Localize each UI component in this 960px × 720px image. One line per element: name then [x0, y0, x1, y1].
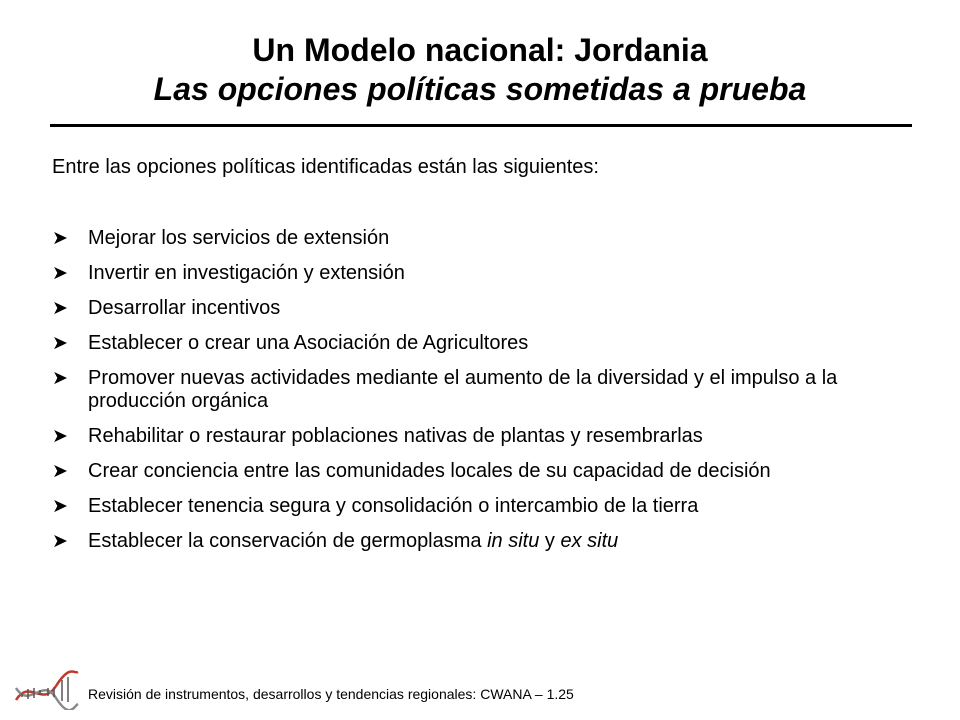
list-item — [52, 297, 882, 320]
list-item — [52, 332, 882, 355]
list-item-text: Promover nuevas actividades mediante el aumento de la diversidad y el impulso a la producción orgánica — [88, 367, 838, 412]
italic-term-ex-situ: ex situ — [560, 530, 619, 552]
arrowhead-bullet-icon: ➤ — [52, 461, 68, 482]
list-item — [52, 367, 882, 413]
footer-text: Revisión de instrumentos, desarrollos y tendencias regionales: CWANA – 1.25 — [88, 686, 574, 702]
title-subtitle: Las opciones políticas sometidas a prueba — [153, 71, 807, 107]
arrowhead-bullet-icon: ➤ — [52, 333, 68, 354]
list-item — [52, 262, 882, 285]
list-item — [52, 495, 882, 518]
arrowhead-bullet-icon: ➤ — [52, 263, 68, 284]
title-divider — [50, 124, 912, 127]
list-item-text-part: y — [539, 530, 561, 552]
italic-term-in-situ: in situ — [487, 530, 540, 552]
list-item — [52, 530, 882, 553]
arrowhead-bullet-icon: ➤ — [52, 426, 68, 447]
list-item — [52, 227, 882, 250]
arrowhead-bullet-icon: ➤ — [52, 228, 68, 249]
list-item-text: Establecer tenencia segura y consolidación o intercambio de la tierra — [88, 495, 699, 517]
arrowhead-bullet-icon: ➤ — [52, 298, 68, 319]
list-item-text-part: Establecer la conservación de germoplasma — [88, 530, 488, 552]
slide-title — [40, 30, 920, 108]
list-item — [52, 425, 882, 448]
policy-options-list — [52, 227, 882, 565]
arrowhead-bullet-icon: ➤ — [52, 496, 68, 517]
list-item-text: Establecer o crear una Asociación de Agricultores — [88, 332, 529, 354]
list-item-text: Invertir en investigación y extensión — [88, 262, 405, 284]
dna-helix-icon — [12, 668, 82, 710]
list-item-text: Mejorar los servicios de extensión — [88, 227, 390, 249]
list-item — [52, 460, 882, 483]
list-item-text: Desarrollar incentivos — [88, 297, 281, 319]
intro-text: Entre las opciones políticas identificadas están las siguientes: — [52, 156, 599, 178]
list-item-text: Rehabilitar o restaurar poblaciones nativas de plantas y resembrarlas — [88, 425, 703, 447]
arrowhead-bullet-icon: ➤ — [52, 531, 68, 552]
arrowhead-bullet-icon: ➤ — [52, 368, 68, 389]
list-item-text — [88, 530, 882, 553]
list-item-text: Crear conciencia entre las comunidades locales de su capacidad de decisión — [88, 460, 771, 482]
title-main: Un Modelo nacional: Jordania — [252, 32, 708, 68]
